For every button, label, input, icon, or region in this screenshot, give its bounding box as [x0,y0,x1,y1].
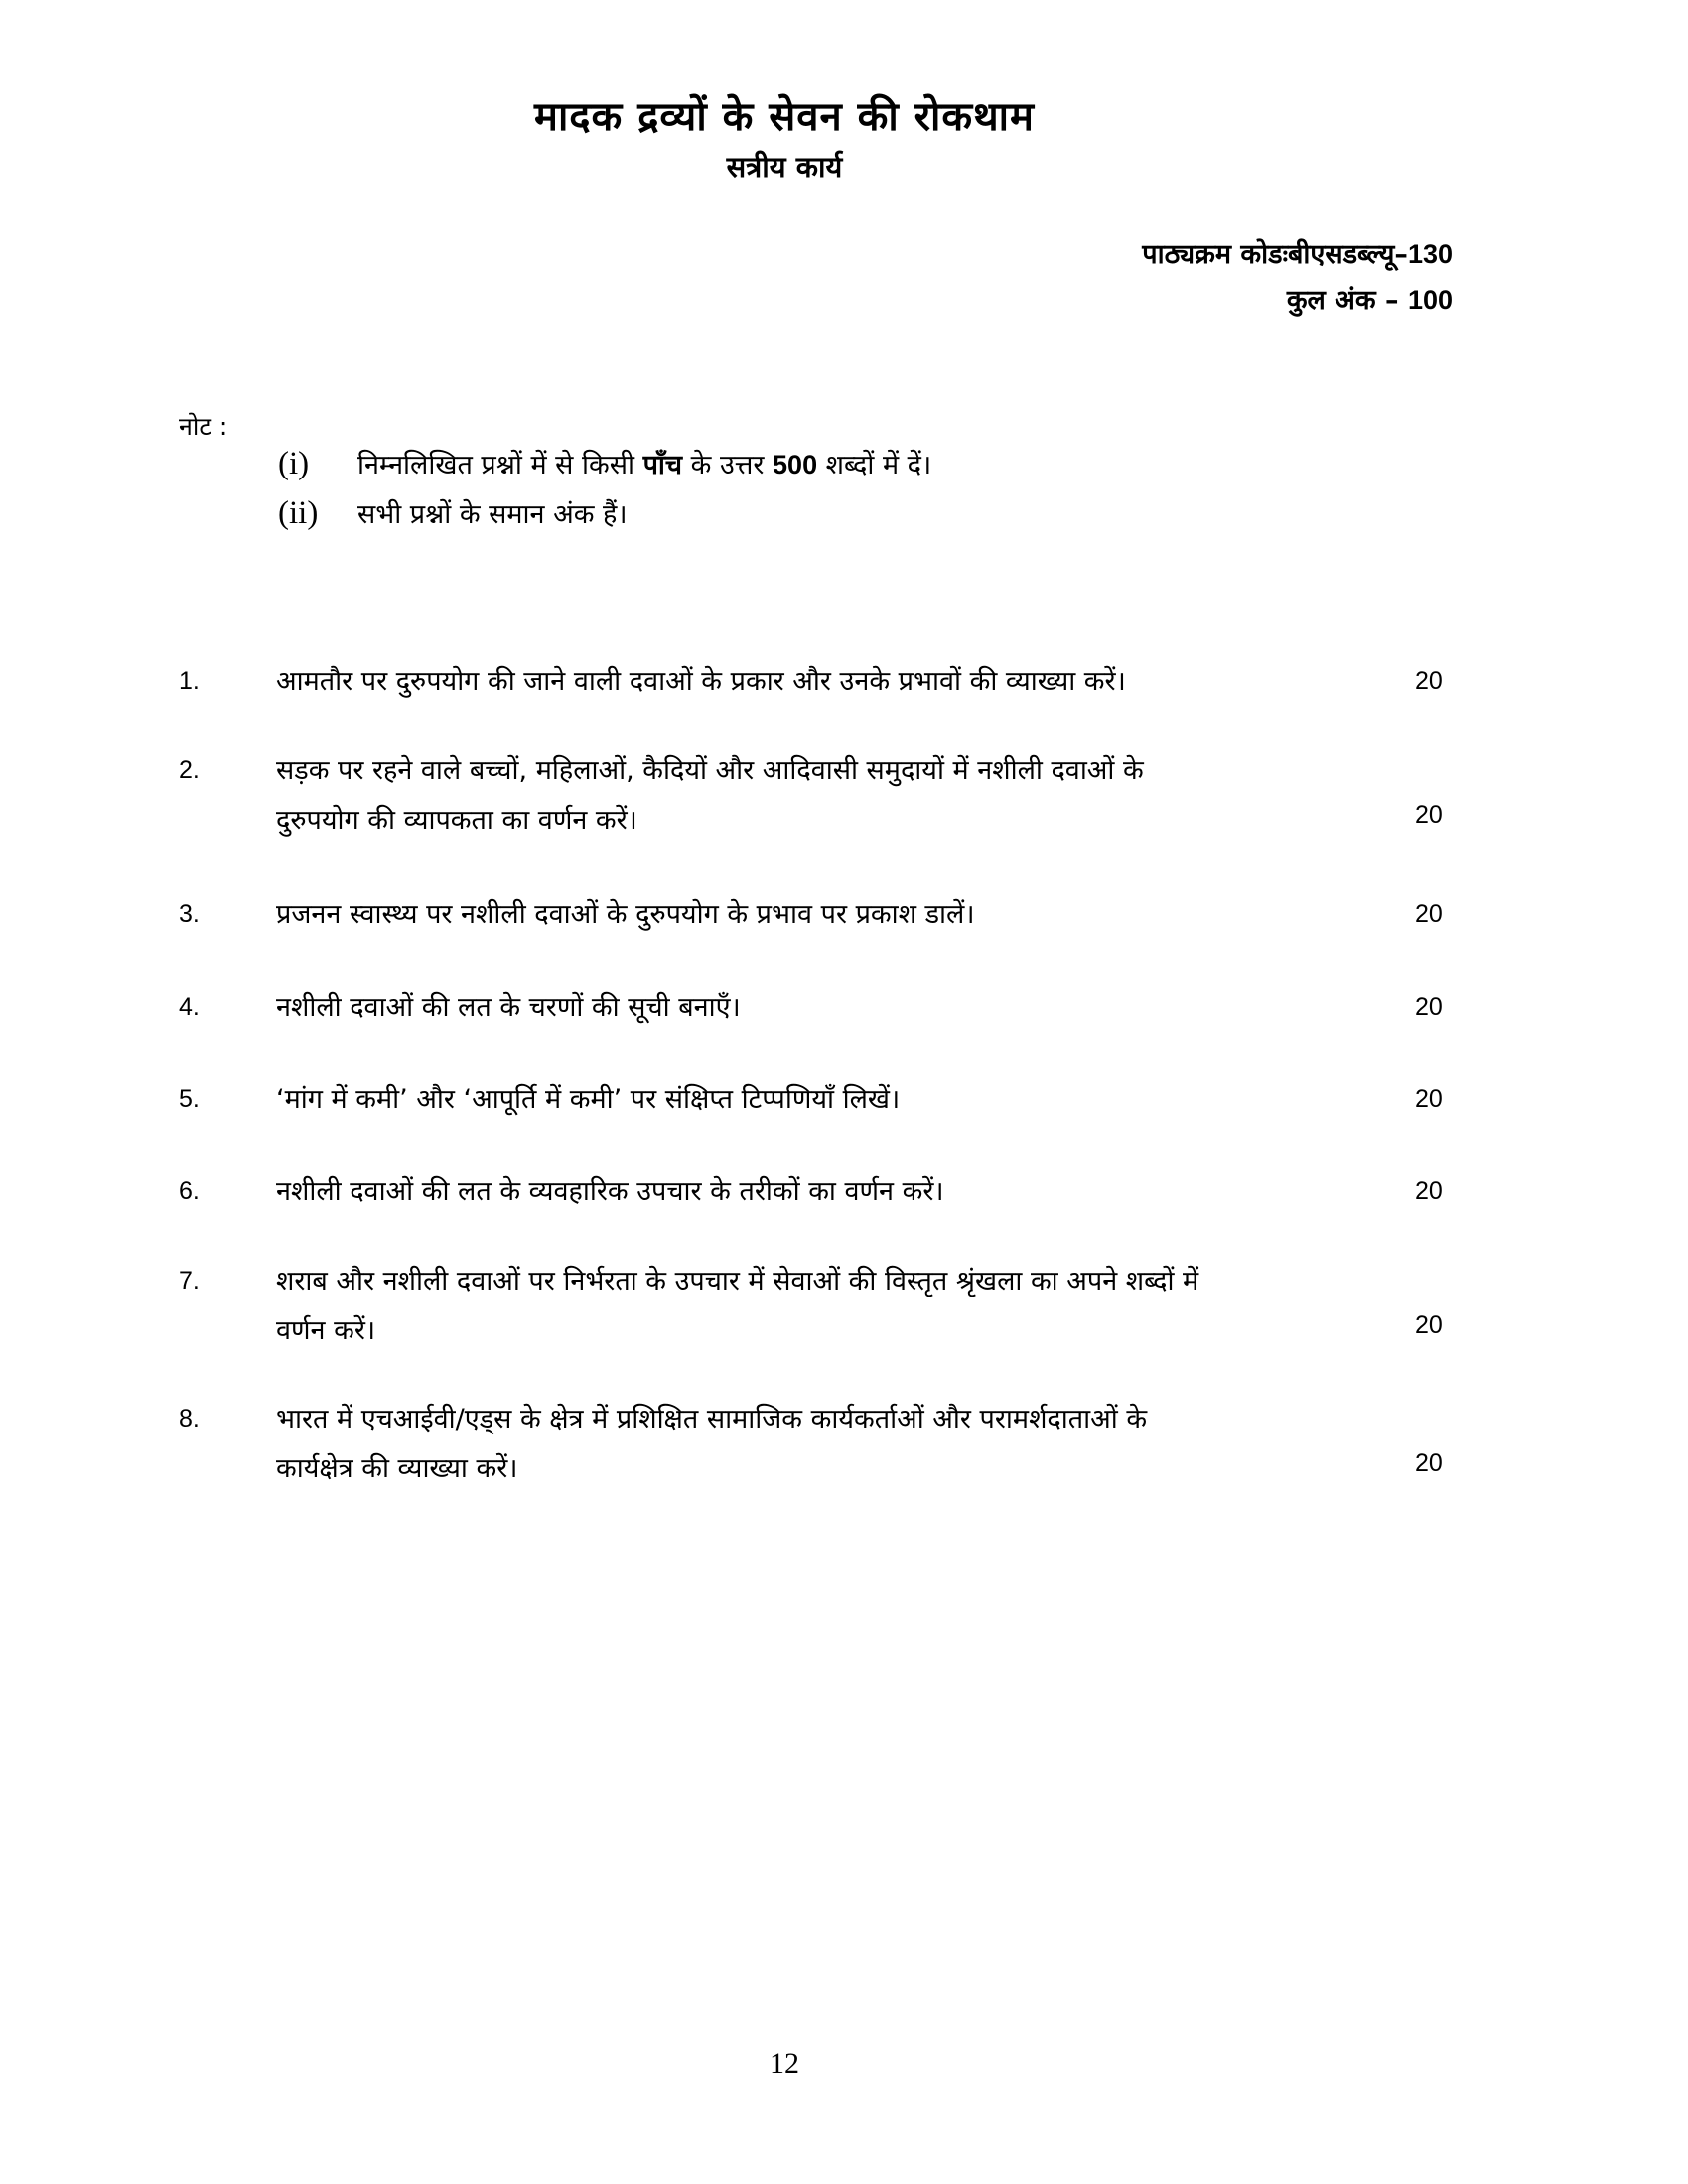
question-number: 6. [179,1177,200,1205]
course-code [1142,234,1453,271]
document-subtitle: सत्रीय कार्य [726,150,843,184]
note-item [278,445,931,482]
question-marks: 20 [1415,900,1443,928]
question-line: नशीली दवाओं की लत के व्यवहारिक उपचार के तरीकों का वर्णन करें। [276,1176,944,1207]
question-line: प्रजनन स्वास्थ्य पर नशीली दवाओं के दुरुपयोग के प्रभाव पर प्रकाश डालें। [276,899,975,930]
total-marks [1287,280,1453,317]
course-code-label: पाठ्यक्रम कोडःबीएसडब्ल्यू– [1142,239,1408,270]
note-text: के उत्तर [682,450,774,480]
note-text: शब्दों में दें। [817,450,932,480]
total-marks-number: 100 [1407,285,1453,315]
question-text [276,1257,1198,1356]
document-title: मादक द्रव्यों के सेवन की रोकथाम [534,94,1035,140]
question-line: आमतौर पर दुरुपयोग की जाने वाली दवाओं के प्रकार और उनके प्रभावों की व्याख्या करें। [276,666,1126,697]
question-line: भारत में एचआईवी/एड्स के क्षेत्र में प्रशिक्षित सामाजिक कार्यकर्ताओं और परामर्शदाताओं के [276,1404,1148,1434]
question-marks: 20 [1415,801,1443,829]
note-label: नोट : [179,412,228,441]
question-number: 3. [179,900,200,928]
question-marks: 20 [1415,993,1443,1021]
question-text [276,1075,900,1125]
page-number: 12 [770,2047,799,2080]
question-line: दुरुपयोग की व्यापकता का वर्णन करें। [276,805,637,836]
question-line: नशीली दवाओं की लत के चरणों की सूची बनाएँ। [276,992,741,1023]
question-number: 4. [179,993,200,1021]
question-text [276,657,1126,707]
note-item [278,494,628,532]
question-number: 5. [179,1085,200,1113]
question-marks: 20 [1415,1085,1443,1113]
question-marks: 20 [1415,1449,1443,1477]
note-item-numeral: (i) [278,446,310,481]
question-text [276,890,975,940]
note-bold-text: पाँच [642,450,683,480]
question-text [276,983,741,1032]
question-number: 7. [179,1267,200,1295]
question-text [276,1395,1147,1494]
note-item-numeral: (ii) [278,495,319,531]
total-marks-label: कुल अंक – [1286,285,1399,316]
question-line: कार्यक्षेत्र की व्याख्या करें। [276,1453,518,1484]
question-number: 2. [179,756,200,784]
question-line: शराब और नशीली दवाओं पर निर्भरता के उपचार में सेवाओं की विस्तृत श्रृंखला का अपने शब्दों में [276,1266,1199,1297]
question-marks: 20 [1415,1311,1443,1339]
question-marks: 20 [1415,1177,1443,1205]
question-text [276,747,1144,846]
note-text: निम्नलिखित प्रश्नों में से किसी [357,450,643,480]
note-text: सभी प्रश्नों के समान अंक हैं। [357,499,628,530]
question-line: वर्णन करें। [276,1315,376,1346]
question-text [276,1167,944,1217]
question-number: 1. [179,667,200,695]
course-code-number: 130 [1407,239,1453,269]
question-number: 8. [179,1405,200,1433]
question-marks: 20 [1415,667,1443,695]
question-line: सड़क पर रहने वाले बच्चों, महिलाओं, कैदियों और आदिवासी समुदायों में नशीली दवाओं के [276,755,1144,786]
note-word-count: 500 [773,450,818,479]
question-line: ‘मांग में कमी’ और ‘आपूर्ति में कमी’ पर संक्षिप्त टिप्पणियाँ लिखें। [276,1084,901,1115]
